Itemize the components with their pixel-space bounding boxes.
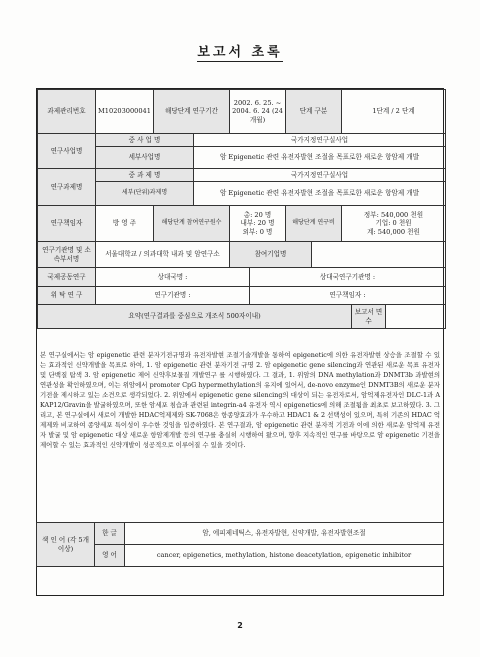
keyword-row-kr bbox=[37, 523, 444, 545]
intl-label: 국제공동연구 bbox=[38, 268, 96, 287]
keywords-en-label: 영 어 bbox=[95, 545, 125, 567]
researcher-count-label: 해당단계 참여연구원수 bbox=[154, 206, 230, 242]
leader-name: 방 영 주 bbox=[96, 206, 154, 242]
fund-sum: 계: 540,000 천원 bbox=[367, 227, 420, 236]
keywords-kr-label: 한 글 bbox=[95, 523, 125, 545]
leader-label: 연구책임자 bbox=[38, 206, 96, 242]
row-institution bbox=[38, 242, 446, 268]
consign-leader: 연구책임자 : bbox=[250, 287, 446, 305]
row-intl bbox=[38, 268, 446, 287]
researcher-counts bbox=[230, 206, 286, 242]
row-summary-header bbox=[38, 305, 446, 329]
institution-label: 연구기관명 및 소속부서명 bbox=[38, 242, 96, 268]
keywords-en-value: cancer, epigenetics, methylation, histone deacetylation, epigenetic inhibitor bbox=[125, 545, 444, 567]
fund-company: 기업: 0 천원 bbox=[375, 219, 412, 228]
row-business-sub bbox=[38, 147, 446, 169]
summary-text: 본 연구실에서는 암 epigenetic 관련 분자기전규명과 유전자발현 조절기술개발을 통하여 epigenetic에 의한 유전자발현 상승을 조절할 수 있는 효과적인 신약개발을 목표로 하여, 1. 암 epigenetic 관련 분자기전 규명 2. 암 epigenetic gene silencing과 연관된 새로운 목표 유전자 및 단백질 탐색 3. 암 epigenetic 제어 신약후보물질 개발연구 를 시행하였다. 그 결과, 1. 위암의 DNA methylation과 DNMT3b 과발현의 연관성을 확인하였으며, 이는 위암에서 promoter CpG hypermethylation의 유지에 있어서, de-novo enzyme인 DNMT3B의 새로운 분자기전을 제시하고 있는 소견으로 생각되었다. 2. 위암에서 epigenetic gene silencing의 대상이 되는 유전자로서, 암억제유전자인 DLC-1과 AKAP12/Gravin을 발굴하였으며, 또한 암세포 침습과 관련된 integrin-a4 유전자 역시 epigenetics에 의해 조절됨을 최초로 보고하였다. 3. 그리고, 본 연구실에서 새로이 개발한 HDAC억제제와 SK-7068은 항종양효과가 우수하고 HDAC1 & 2 선택성이 있으며, 특히 기존의 HDAC 억제제와 비교하여 종양세포 특이성이 우수한 것임을 입증하였다. 본 연구결과, 암 epigenetic 관련 분자적 기전과 이에 의한 새로운 암억제 유전자 발굴 및 암 epigenetic 대상 새로운 항암제개발 등의 연구를 충실히 시행하여 왔으며, 향후 지속적인 연구를 바탕으로 암 epigenetic 기전을 제어할 수 있는 효과적인 신약개발이 성공적으로 이루어질 수 있을 것이다. bbox=[40, 351, 440, 449]
keywords-table bbox=[36, 522, 444, 567]
keyword-row-en bbox=[37, 545, 444, 567]
task-label: 연구과제명 bbox=[38, 169, 96, 206]
page-title-text: 보고서 초록 bbox=[197, 45, 283, 60]
row-consign bbox=[38, 287, 446, 305]
business-main-label: 중 사 업 명 bbox=[96, 134, 194, 147]
page-title bbox=[0, 41, 480, 60]
fund-gov: 정부: 540,000 천원 bbox=[363, 211, 424, 220]
row-task-main bbox=[38, 169, 446, 182]
researcher-total: 총: 20 명 bbox=[243, 211, 272, 220]
researcher-external: 외부: 0 명 bbox=[242, 227, 273, 236]
page-number: 2 bbox=[237, 621, 243, 630]
keywords-section bbox=[36, 522, 444, 567]
fund-values bbox=[342, 206, 446, 242]
task-sub-value: 암 Epigenetic 관련 유전자발현 조절을 목표로한 새로운 항암제 개발 bbox=[194, 182, 446, 206]
company-value bbox=[312, 242, 446, 268]
pages-label: 보고서 면수 bbox=[352, 305, 386, 329]
fund-label: 해당단계 연구비 bbox=[286, 206, 342, 242]
summary-header-label: 요약(연구결과를 중심으로 개조식 500자이내) bbox=[38, 305, 352, 329]
task-main-label: 중 과 제 명 bbox=[96, 169, 194, 182]
consign-institution: 연구기관명 : bbox=[96, 287, 250, 305]
project-no: M10203000041 bbox=[96, 90, 154, 134]
consign-label: 위 탁 연 구 bbox=[38, 287, 96, 305]
researcher-internal: 내부: 20 명 bbox=[240, 219, 275, 228]
business-sub-label: 세부사업명 bbox=[96, 147, 194, 169]
stage-value: 1단계 / 2 단계 bbox=[342, 90, 446, 134]
stage-label: 단계 구분 bbox=[286, 90, 342, 134]
info-table bbox=[37, 89, 446, 329]
row-researcher bbox=[38, 206, 446, 242]
keywords-label: 색 인 어 (각 5개 이상) bbox=[37, 523, 95, 567]
period-value: 2002. 6. 25. ~ 2004. 6. 24 (24개월) bbox=[230, 90, 286, 134]
row-business-main bbox=[38, 134, 446, 147]
business-label: 연구사업명 bbox=[38, 134, 96, 169]
pages-value bbox=[386, 305, 446, 329]
intl-country: 상대국명 : bbox=[96, 268, 250, 287]
period-label: 해당단계 연구기간 bbox=[154, 90, 230, 134]
keywords-kr-value: 암, 에피제네틱스, 유전자발현, 신약개발, 유전자발현조절 bbox=[125, 523, 444, 545]
row-task-sub bbox=[38, 182, 446, 206]
task-sub-label: 세부(단위)과제명 bbox=[96, 182, 194, 206]
task-main-value: 국가지정연구실사업 bbox=[194, 169, 446, 182]
institution-value: 서울대학교 / 의과대학 내과 및 암연구소 bbox=[96, 242, 230, 268]
row-project bbox=[38, 90, 446, 134]
project-no-label: 과제관리번호 bbox=[38, 90, 96, 134]
company-label: 참여기업명 bbox=[230, 242, 312, 268]
business-sub-value: 암 Epigenetic 관련 유전자발현 조절을 목표로한 새로운 항암제 개발 bbox=[194, 147, 446, 169]
intl-institution: 상대국연구기관명 : bbox=[250, 268, 446, 287]
business-main-value: 국가지정연구실사업 bbox=[194, 134, 446, 147]
